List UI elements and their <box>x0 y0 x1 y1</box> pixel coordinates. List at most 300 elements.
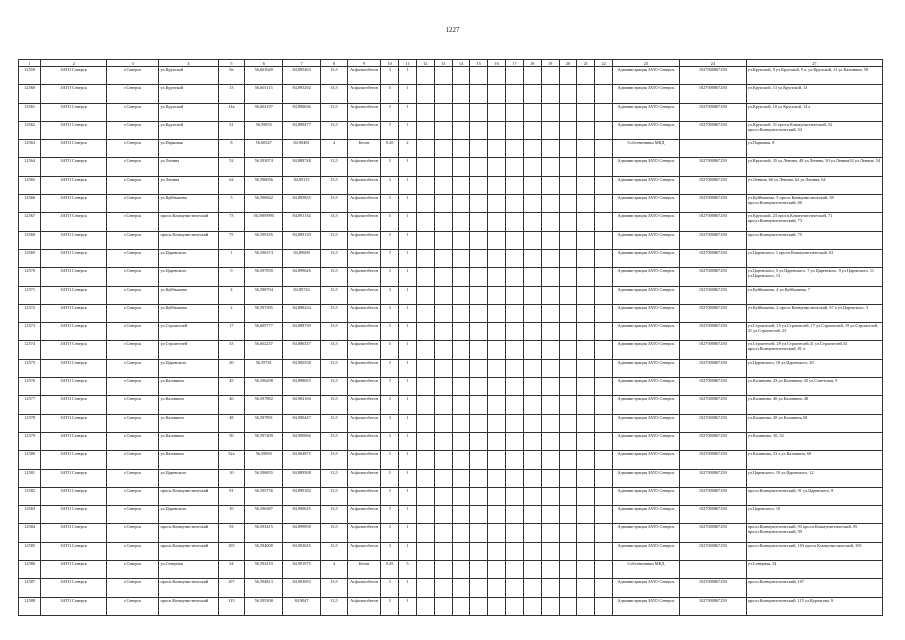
table-cell: ЗАТО Северск <box>41 213 107 231</box>
table-cell: Администрация ЗАТО Северск <box>613 249 680 267</box>
table-cell <box>434 195 452 213</box>
table-cell: ул.Царевского <box>159 359 218 377</box>
table-cell <box>434 432 452 450</box>
table-cell <box>470 140 488 158</box>
table-cell <box>506 249 524 267</box>
table-cell <box>523 286 541 304</box>
table-cell <box>506 304 524 322</box>
table-cell <box>559 396 577 414</box>
table-cell <box>595 268 613 286</box>
table-cell: ул.Калинина, 50, 52 <box>746 432 882 450</box>
table-cell <box>559 359 577 377</box>
table-cell <box>416 121 434 139</box>
table-cell: 3 <box>381 506 399 524</box>
table-cell <box>470 506 488 524</box>
table-cell: 56,596374 <box>245 249 283 267</box>
column-number-header: 18 <box>523 60 541 67</box>
table-cell <box>541 378 559 396</box>
table-cell <box>452 432 470 450</box>
table-cell: 12584 <box>19 524 41 542</box>
table-cell <box>541 249 559 267</box>
table-cell <box>452 469 470 487</box>
table-cell <box>577 176 595 194</box>
table-cell: Асфальтобетон <box>347 121 380 139</box>
table-cell <box>559 140 577 158</box>
table-cell: Асфальтобетон <box>347 286 380 304</box>
table-cell: 13,5 <box>321 213 348 231</box>
table-cell: 56,60347 <box>245 140 283 158</box>
table-cell <box>541 542 559 560</box>
table-cell: Администрация ЗАТО Северск <box>613 103 680 121</box>
table-row <box>19 542 883 560</box>
table-cell <box>595 176 613 194</box>
table-cell: г.Северск <box>107 249 159 267</box>
table-cell <box>559 432 577 450</box>
table-cell: 3 <box>381 542 399 560</box>
table-cell: 3 <box>381 231 399 249</box>
table-cell <box>488 524 506 542</box>
table-cell: 4 <box>321 140 348 158</box>
table-cell: 13,5 <box>321 542 348 560</box>
table-cell: г.Северск <box>107 506 159 524</box>
table-cell: 9а <box>218 67 245 85</box>
table-cell: Асфальтобетон <box>347 341 380 359</box>
table-cell <box>434 286 452 304</box>
table-cell: ул.Парковая, 8 <box>746 140 882 158</box>
table-cell: 1027000867250 <box>679 85 746 103</box>
table-cell: Администрация ЗАТО Северск <box>613 286 680 304</box>
table-cell <box>434 378 452 396</box>
table-cell <box>506 67 524 85</box>
table-cell: Администрация ЗАТО Северск <box>613 487 680 505</box>
table-cell <box>488 597 506 615</box>
table-row <box>19 213 883 231</box>
table-cell: 1027000867250 <box>679 597 746 615</box>
table-cell <box>488 487 506 505</box>
table-cell <box>577 451 595 469</box>
table-cell <box>523 396 541 414</box>
table-cell: ул.Царевского, 10 <box>746 506 882 524</box>
table-cell: 84,898693 <box>283 378 321 396</box>
table-row <box>19 176 883 194</box>
table-cell: ЗАТО Северск <box>41 469 107 487</box>
table-cell <box>506 268 524 286</box>
table-cell <box>452 506 470 524</box>
table-cell: ул.Северная, 34 <box>746 561 882 579</box>
table-cell <box>488 67 506 85</box>
table-cell <box>595 231 613 249</box>
table-cell <box>488 323 506 341</box>
table-cell: 84,895292 <box>283 85 321 103</box>
table-cell: 12574 <box>19 341 41 359</box>
table-cell <box>434 414 452 432</box>
column-number-header: 11 <box>399 60 417 67</box>
table-cell: 2 <box>399 140 417 158</box>
table-cell <box>523 378 541 396</box>
table-cell: 84,899626 <box>283 268 321 286</box>
table-cell <box>470 579 488 597</box>
table-row <box>19 85 883 103</box>
table-cell: ЗАТО Северск <box>41 506 107 524</box>
table-cell: 56,5909995 <box>245 213 283 231</box>
table-cell: г.Северск <box>107 378 159 396</box>
table-cell <box>452 487 470 505</box>
table-cell: 84,89608 <box>283 249 321 267</box>
table-cell <box>506 359 524 377</box>
table-cell: Асфальтобетон <box>347 487 380 505</box>
table-cell: 12579 <box>19 432 41 450</box>
table-cell: г.Северск <box>107 67 159 85</box>
table-cell <box>488 469 506 487</box>
table-cell: Администрация ЗАТО Северск <box>613 469 680 487</box>
table-cell: ЗАТО Северск <box>41 524 107 542</box>
table-cell: 3 <box>381 378 399 396</box>
table-cell <box>470 304 488 322</box>
table-cell: ЗАТО Северск <box>41 542 107 560</box>
table-cell <box>452 213 470 231</box>
table-cell <box>577 323 595 341</box>
table-cell: ул.Ленина <box>159 176 218 194</box>
table-cell <box>416 158 434 176</box>
table-cell: ул.Царевского, 10 ул.Царевского, 12 <box>746 469 882 487</box>
table-cell <box>541 359 559 377</box>
table-cell: 1 <box>399 176 417 194</box>
table-cell <box>523 323 541 341</box>
table-cell <box>434 524 452 542</box>
table-cell: 56,596298 <box>245 378 283 396</box>
table-cell: ул.Калинина <box>159 451 218 469</box>
table-cell: 84,903093 <box>283 579 321 597</box>
table-cell: 84,89115 <box>283 176 321 194</box>
table-cell: Администрация ЗАТО Северск <box>613 378 680 396</box>
table-cell: 1 <box>399 451 417 469</box>
table-cell <box>452 103 470 121</box>
table-cell: просп.Коммунистический <box>159 542 218 560</box>
table-cell: 13,5 <box>321 85 348 103</box>
table-cell: ул.Куйбышева <box>159 286 218 304</box>
table-cell <box>577 414 595 432</box>
table-row <box>19 414 883 432</box>
table-cell: 17 <box>218 323 245 341</box>
table-row <box>19 231 883 249</box>
table-cell <box>488 432 506 450</box>
table-row <box>19 524 883 542</box>
table-cell: 13,5 <box>321 451 348 469</box>
table-cell <box>595 67 613 85</box>
table-cell: 56,593074 <box>245 158 283 176</box>
table-cell: 84,900538 <box>283 359 321 377</box>
table-cell: ЗАТО Северск <box>41 249 107 267</box>
table-cell: г.Северск <box>107 341 159 359</box>
table-cell: 13,5 <box>321 506 348 524</box>
column-number-header: 27 <box>746 60 882 67</box>
table-cell <box>470 451 488 469</box>
table-cell: 1027000867250 <box>679 451 746 469</box>
table-cell <box>434 85 452 103</box>
table-cell <box>434 542 452 560</box>
table-cell: 3 <box>381 341 399 359</box>
table-cell <box>488 85 506 103</box>
table-cell: 84,889508 <box>283 469 321 487</box>
table-cell: 56,599185 <box>245 231 283 249</box>
table-cell <box>559 597 577 615</box>
table-cell <box>577 67 595 85</box>
table-cell <box>434 506 452 524</box>
table-cell: 10 <box>218 506 245 524</box>
table-cell <box>488 195 506 213</box>
table-cell <box>559 195 577 213</box>
table-cell: Бетон <box>347 561 380 579</box>
table-cell <box>523 432 541 450</box>
table-cell: 3 <box>381 396 399 414</box>
table-cell: 12582 <box>19 487 41 505</box>
table-cell: 1027000867250 <box>679 158 746 176</box>
table-cell <box>488 341 506 359</box>
table-cell: 1027000867250 <box>679 396 746 414</box>
table-cell: 1027000867250 <box>679 524 746 542</box>
table-row <box>19 158 883 176</box>
table-cell <box>434 121 452 139</box>
table-cell <box>416 341 434 359</box>
table-cell <box>488 304 506 322</box>
table-cell: ул.Крупской, 13 ул.Крупской, 13 <box>746 85 882 103</box>
table-cell <box>416 414 434 432</box>
table-cell: 73 <box>218 213 245 231</box>
table-cell: Асфальтобетон <box>347 469 380 487</box>
table-cell <box>470 432 488 450</box>
table-cell: Собственники МКД <box>613 140 680 158</box>
table-cell: 1027000867250 <box>679 378 746 396</box>
table-cell: 84,899182 <box>283 487 321 505</box>
table-cell: 12575 <box>19 359 41 377</box>
table-cell <box>523 304 541 322</box>
table-cell: Администрация ЗАТО Северск <box>613 85 680 103</box>
page-number: 1227 <box>445 26 460 34</box>
table-cell: ул.Строителей <box>159 341 218 359</box>
table-cell <box>577 506 595 524</box>
table-cell: Асфальтобетон <box>347 213 380 231</box>
table-cell: Администрация ЗАТО Северск <box>613 414 680 432</box>
table-cell: 1027000867250 <box>679 323 746 341</box>
table-cell <box>523 195 541 213</box>
table-cell: 2 <box>218 304 245 322</box>
table-cell <box>452 359 470 377</box>
table-cell <box>595 451 613 469</box>
table-cell: ул.Куйбышева <box>159 304 218 322</box>
table-row <box>19 469 883 487</box>
table-cell <box>577 579 595 597</box>
table-cell: 50 <box>218 432 245 450</box>
table-cell: 12560 <box>19 85 41 103</box>
table-cell <box>470 103 488 121</box>
table-cell: 13,5 <box>321 323 348 341</box>
table-cell: 12587 <box>19 579 41 597</box>
table-cell: 1027000867250 <box>679 249 746 267</box>
table-cell <box>506 341 524 359</box>
table-row <box>19 396 883 414</box>
table-cell <box>559 579 577 597</box>
column-number-header: 5 <box>218 60 245 67</box>
table-cell <box>559 249 577 267</box>
table-cell: 56,597882 <box>245 396 283 414</box>
table-cell: 1 <box>399 231 417 249</box>
table-cell: г.Северск <box>107 542 159 560</box>
table-cell <box>452 158 470 176</box>
table-cell <box>523 359 541 377</box>
table-cell <box>488 414 506 432</box>
table-cell <box>595 85 613 103</box>
table-cell <box>452 249 470 267</box>
table-cell: 56,597395 <box>245 304 283 322</box>
table-cell: 1 <box>399 396 417 414</box>
table-cell <box>506 414 524 432</box>
table-cell <box>506 542 524 560</box>
table-cell: ЗАТО Северск <box>41 286 107 304</box>
table-row <box>19 378 883 396</box>
table-cell <box>470 561 488 579</box>
table-cell: г.Северск <box>107 561 159 579</box>
table-cell: 1 <box>399 432 417 450</box>
table-cell <box>434 487 452 505</box>
table-cell <box>470 396 488 414</box>
table-cell: 12561 <box>19 103 41 121</box>
table-cell <box>416 469 434 487</box>
table-cell: 56,59855 <box>245 121 283 139</box>
table-cell <box>577 85 595 103</box>
table-cell: Асфальтобетон <box>347 432 380 450</box>
table-cell: г.Северск <box>107 140 159 158</box>
table-cell: 56,59781 <box>245 359 283 377</box>
table-cell <box>470 195 488 213</box>
table-cell <box>541 213 559 231</box>
table-cell <box>470 85 488 103</box>
table-cell: 13,5 <box>321 176 348 194</box>
table-cell: Администрация ЗАТО Северск <box>613 451 680 469</box>
table-cell: 56,597409 <box>245 432 283 450</box>
column-number-header: 19 <box>541 60 559 67</box>
table-cell <box>577 268 595 286</box>
table-cell <box>559 304 577 322</box>
table-cell <box>506 195 524 213</box>
table-cell: Асфальтобетон <box>347 506 380 524</box>
table-cell: 3 <box>381 249 399 267</box>
table-cell: Асфальтобетон <box>347 414 380 432</box>
table-cell: 13 <box>218 85 245 103</box>
table-cell <box>559 213 577 231</box>
table-cell: ЗАТО Северск <box>41 561 107 579</box>
table-cell: 1 <box>399 506 417 524</box>
table-cell <box>577 542 595 560</box>
table-cell: 56,594008 <box>245 542 283 560</box>
table-cell <box>523 249 541 267</box>
table-cell <box>541 103 559 121</box>
table-cell: 84,90481 <box>283 140 321 158</box>
table-cell: 56,59893 <box>245 451 283 469</box>
table-cell: 1027000867250 <box>679 506 746 524</box>
column-number-header: 21 <box>577 60 595 67</box>
table-cell: 84,89743 <box>283 286 321 304</box>
column-number-header: 20 <box>559 60 577 67</box>
table-cell: 3 <box>381 268 399 286</box>
table-cell: 1027000867250 <box>679 579 746 597</box>
table-cell <box>559 341 577 359</box>
table-cell: ЗАТО Северск <box>41 268 107 286</box>
table-cell <box>452 195 470 213</box>
table-cell: 12572 <box>19 304 41 322</box>
table-cell <box>470 414 488 432</box>
table-cell <box>416 561 434 579</box>
table-cell: 84,903045 <box>283 542 321 560</box>
table-cell: ул.Строителей <box>159 323 218 341</box>
table-cell: г.Северск <box>107 432 159 450</box>
table-cell: 1 <box>399 579 417 597</box>
table-cell: Асфальтобетон <box>347 378 380 396</box>
table-cell: 3 <box>381 323 399 341</box>
table-cell <box>541 176 559 194</box>
table-cell <box>559 451 577 469</box>
table-cell: 56,594119 <box>245 561 283 579</box>
table-cell <box>452 396 470 414</box>
table-cell: 1 <box>399 213 417 231</box>
table-cell: 13,5 <box>321 286 348 304</box>
table-cell: г.Северск <box>107 121 159 139</box>
table-cell <box>416 231 434 249</box>
table-cell: 12578 <box>19 414 41 432</box>
table-cell: ул.Строителей, 29 ул.Строителей,31 ул.Строителей,33 просп.Коммунистический, 81 а <box>746 341 882 359</box>
table-cell <box>595 506 613 524</box>
table-cell <box>541 579 559 597</box>
table-cell <box>416 359 434 377</box>
table-cell: 84,896234 <box>283 304 321 322</box>
table-cell: 12567 <box>19 213 41 231</box>
table-cell: 56,601649 <box>245 67 283 85</box>
table-cell <box>416 396 434 414</box>
table-cell <box>416 597 434 615</box>
table-cell: ЗАТО Северск <box>41 121 107 139</box>
table-row <box>19 341 883 359</box>
table-cell <box>559 268 577 286</box>
table-cell <box>595 341 613 359</box>
table-cell: 13,5 <box>321 304 348 322</box>
table-cell <box>434 304 452 322</box>
table-cell <box>559 469 577 487</box>
table-cell <box>577 524 595 542</box>
table-cell <box>506 103 524 121</box>
table-cell: ул.Крупской <box>159 121 218 139</box>
column-number-header: 15 <box>470 60 488 67</box>
table-row <box>19 249 883 267</box>
table-cell <box>595 524 613 542</box>
table-cell <box>470 286 488 304</box>
table-cell: 12564 <box>19 158 41 176</box>
table-cell: просп.Коммунистический <box>159 524 218 542</box>
table-cell: Асфальтобетон <box>347 67 380 85</box>
table-cell: Администрация ЗАТО Северск <box>613 158 680 176</box>
table-cell <box>416 542 434 560</box>
table-row <box>19 195 883 213</box>
column-number-header: 14 <box>452 60 470 67</box>
table-cell: 13,5 <box>321 524 348 542</box>
table-cell: ЗАТО Северск <box>41 85 107 103</box>
table-cell <box>434 249 452 267</box>
table-cell <box>595 103 613 121</box>
table-cell <box>506 469 524 487</box>
table-cell: 1 <box>399 121 417 139</box>
table-cell <box>541 121 559 139</box>
table-cell: 13,5 <box>321 249 348 267</box>
table-cell: Асфальтобетон <box>347 195 380 213</box>
table-cell: ул.Царевского <box>159 469 218 487</box>
